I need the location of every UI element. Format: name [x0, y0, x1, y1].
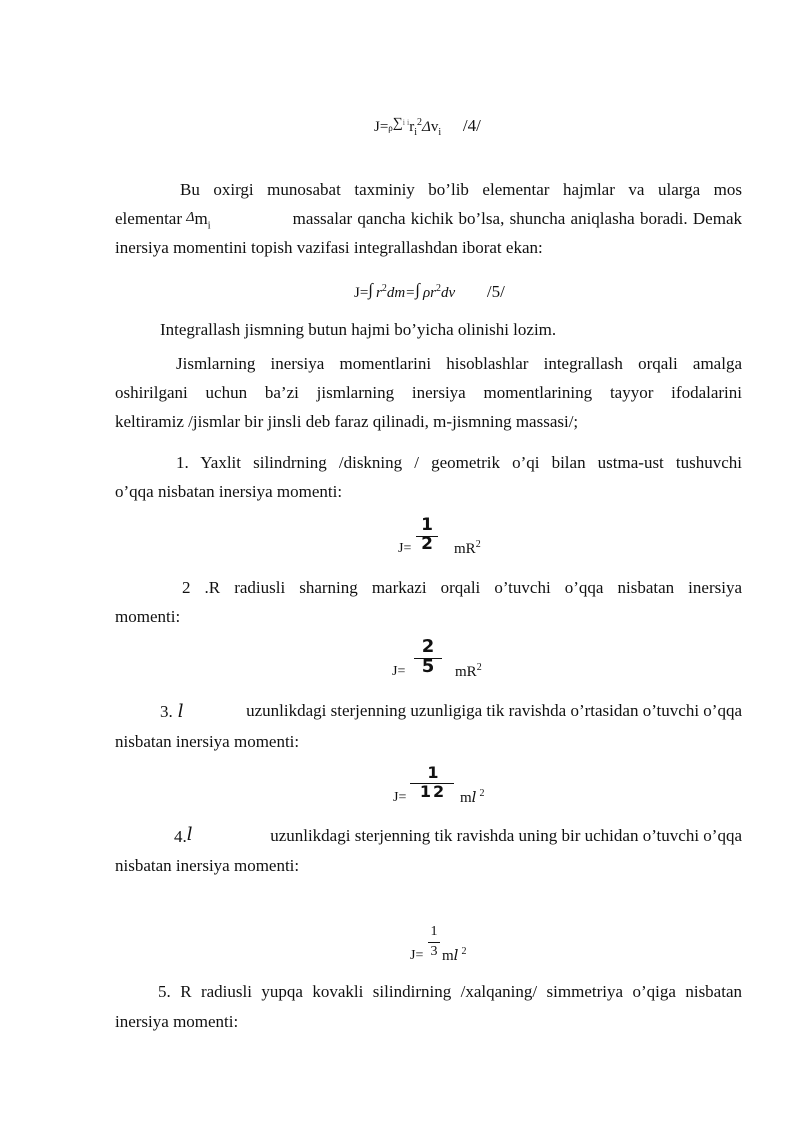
f3-numerator: 1 [427, 763, 439, 782]
item4-line1 [174, 826, 742, 847]
p3-line1: Jismlarning inersiya momentlarini hisoblashlar integrallash orqali amalga [176, 354, 742, 373]
equation-4 [374, 116, 481, 136]
item3-l1-rest: uzunlikdagi sterjenning uzunligiga tik ravishda o’rtasidan o’tuvchi o’qqa [246, 701, 742, 720]
item3-line2: nisbatan inersiya momenti: [115, 732, 300, 751]
f3-m: m [460, 790, 472, 806]
item5-line1: 5. R radiusli yupqa kovakli silindirning /xalqaning/ simmetriya o’qiga nisbatan [158, 982, 742, 1001]
f3-denominator: 12 [419, 782, 447, 801]
eq4-sub-vi: i [438, 127, 442, 138]
f4-denominator: 3 [430, 944, 438, 959]
eq4-sum: ∑ [392, 116, 403, 131]
f4-lhs: J= [410, 948, 424, 963]
item1-line1: 1. Yaxlit silindrning /diskning / geometrik o’qi bilan ustma-ust tushuvchi [176, 453, 742, 472]
f2-sup: 2 [476, 662, 482, 673]
eq5-sup2: 2 [436, 283, 441, 294]
item4-number: 4. [174, 827, 187, 846]
f1-mR: mR [454, 541, 476, 557]
equation-5 [354, 282, 505, 302]
item1-line2: o’qqa nisbatan inersiya momenti: [115, 482, 343, 501]
eq4-rho: ρ [388, 123, 393, 133]
f3-l: l [471, 788, 477, 806]
item3-l: l [177, 701, 184, 722]
eq4-delta: Δ [422, 119, 431, 135]
f4-rhs [442, 946, 466, 965]
p1-l2-sub: i [207, 220, 211, 232]
eq5-sup1: 2 [381, 283, 387, 294]
f2-rhs [455, 664, 482, 681]
f2-numerator: 2 [421, 636, 435, 657]
f4-sup: 2 [461, 946, 467, 957]
item2-line1: 2 .R radiusli sharning markazi orqali o’tuvchi o’qqa nisbatan inersiya [182, 578, 742, 597]
p3-line3: keltiramiz /jismlar bir jinsli deb faraz qilinadi, m-jismning massasi/; [115, 412, 579, 431]
eq5-number: /5/ [486, 282, 505, 301]
eq4-sup-2: 2 [417, 117, 423, 128]
eq5-r: r [375, 285, 382, 301]
p1-l2-delta: Δ [186, 210, 195, 225]
item4-l: l [186, 824, 193, 845]
p1-l2-m: m [194, 209, 208, 228]
f4-m: m [442, 948, 454, 964]
item2-line2: momenti: [115, 607, 181, 626]
f2-lhs: J= [392, 664, 406, 679]
eq5-int1: ∫ [368, 280, 373, 299]
item3-number: 3. [160, 702, 173, 721]
eq5-int2: ∫ [415, 280, 420, 299]
f3-sup: 2 [479, 788, 485, 799]
f1-denominator: 2 [421, 534, 433, 554]
eq4-r: r [409, 119, 415, 135]
f1-lhs: J= [398, 541, 412, 556]
p3-line2: oshirilgani uchun ba’zi jismlarning inersiya momentlarining tayyor ifodalarini [115, 383, 742, 402]
item4-l1-rest: uzunlikdagi sterjenning tik ravishda uning bir uchidan o’tuvchi o’qqa [270, 826, 742, 845]
f1-numerator: 1 [421, 515, 433, 535]
item5-line2: inersiya momenti: [115, 1012, 239, 1031]
f1-sup: 2 [475, 539, 481, 550]
item3-line1 [160, 701, 742, 722]
eq4-lhs: J= [374, 119, 389, 135]
p1-line1: Bu oxirgi munosabat taxminiy bo’lib elementar hajmlar va ularga mos [180, 180, 742, 199]
eq5-dm: dm= [386, 285, 416, 301]
eq4-idx: i i [402, 118, 410, 127]
eq5-dv: dv [441, 285, 456, 301]
eq4-sub-i: i [414, 127, 418, 138]
eq4-v: v [430, 119, 439, 135]
f1-rhs [454, 541, 481, 558]
f2-mR: mR [455, 664, 477, 680]
item4-line2: nisbatan inersiya momenti: [115, 856, 300, 875]
p1-l2-elementar: elementar [115, 209, 183, 228]
p1-line2 [115, 209, 742, 232]
f3-lhs: J= [393, 790, 407, 805]
p1-line3: inersiya momentini topish vazifasi integrallashdan iborat ekan: [115, 238, 543, 257]
f4-numerator: 1 [430, 924, 438, 939]
p1-l2-rest: massalar qancha kichik bo’lsa, shuncha aniqlasha boradi. Demak [292, 209, 742, 228]
f4-fraction-bar [428, 942, 440, 943]
eq5-lhs: J= [354, 285, 369, 301]
eq5-rho-r: ρr [422, 285, 436, 301]
p2: Integrallash jismning butun hajmi bo’yicha olinishi lozim. [160, 320, 557, 339]
f2-denominator: 5 [421, 656, 435, 677]
f4-l: l [453, 946, 459, 964]
eq4-number: /4/ [462, 116, 481, 135]
f3-rhs [460, 788, 484, 807]
